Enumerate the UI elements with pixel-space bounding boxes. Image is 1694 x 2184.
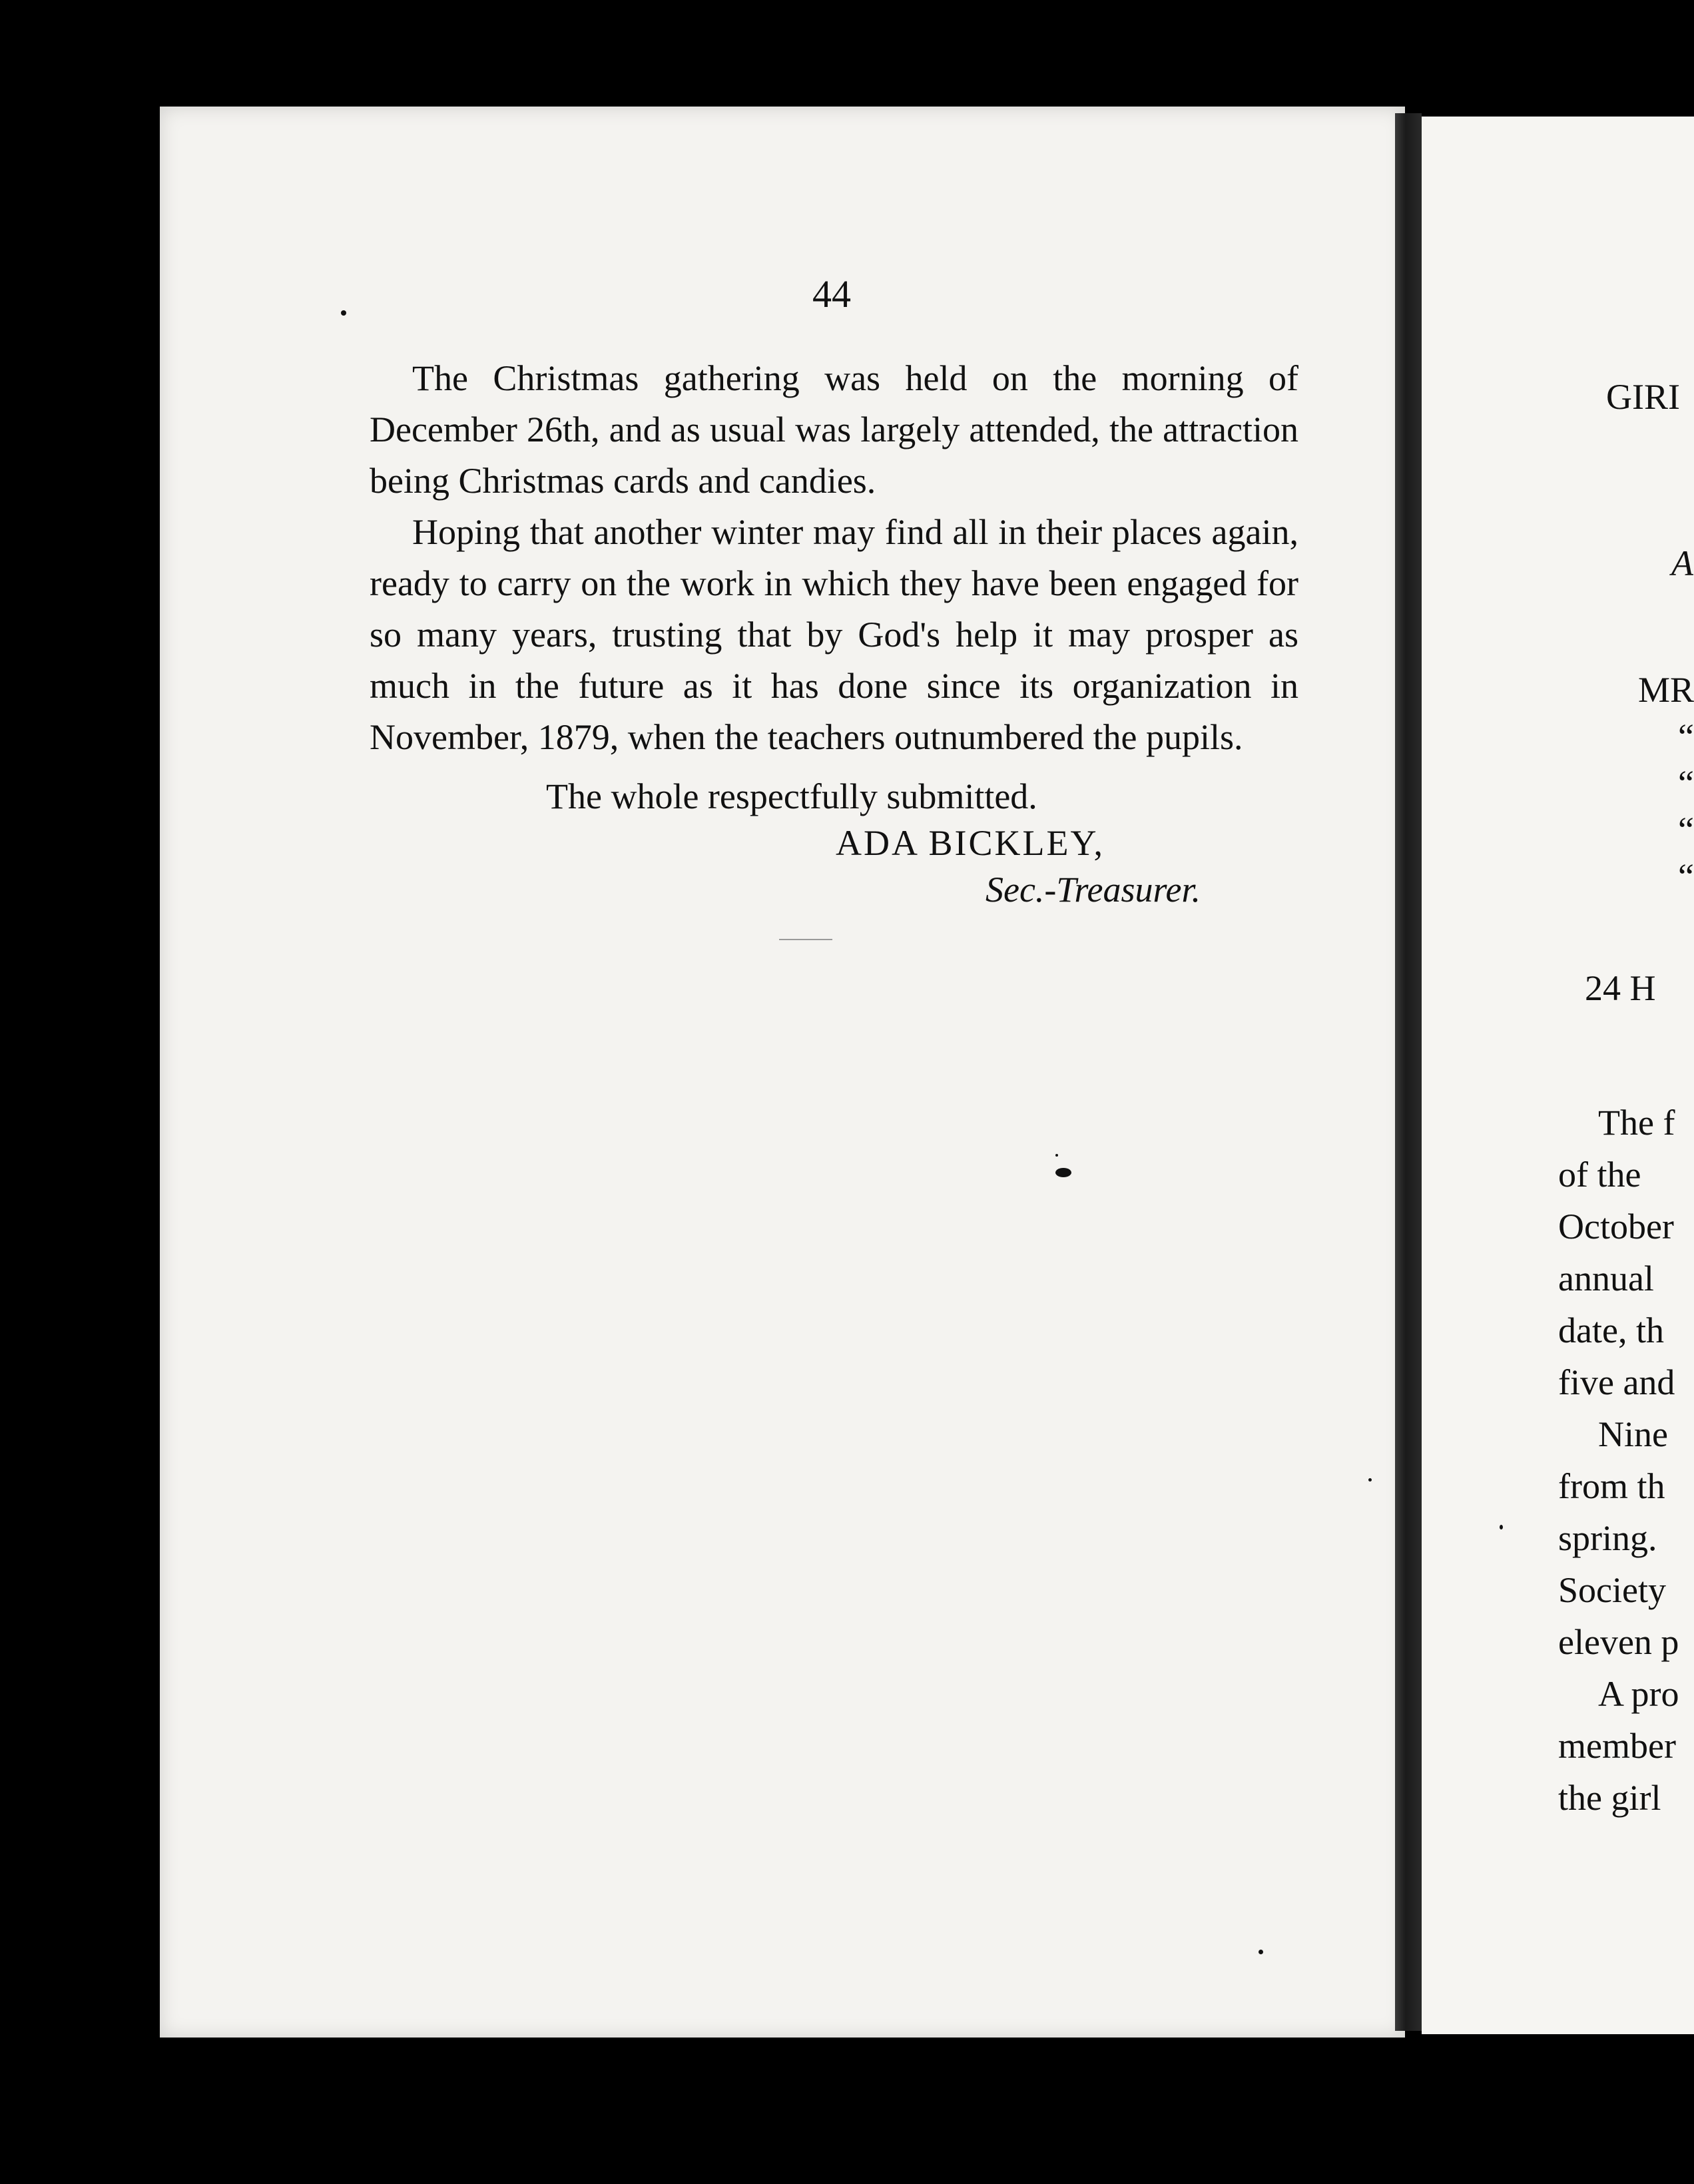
right-page-line: “ — [1678, 856, 1694, 896]
paragraph-christmas-gathering: The Christmas gathering was held on the morning of December 26th, and as usual was largely attended, the attraction being Christmas cards and candies. — [370, 358, 1298, 501]
right-page-line: Society — [1558, 1570, 1666, 1610]
right-page-line: “ — [1678, 716, 1694, 756]
ink-speck — [1368, 1478, 1372, 1482]
right-page-line: member — [1558, 1726, 1676, 1766]
right-page-line: eleven p — [1558, 1622, 1679, 1662]
ink-speck — [1055, 1154, 1058, 1157]
right-page-line: from th — [1558, 1466, 1665, 1506]
closing-line: The whole respectfully submitted. — [546, 776, 1037, 816]
right-page-line: “ — [1678, 763, 1694, 803]
right-page-line: of the — [1558, 1155, 1641, 1195]
ink-speck — [1055, 1168, 1071, 1177]
right-page-line: Nine — [1598, 1414, 1668, 1454]
right-page-line: annual — [1558, 1258, 1654, 1298]
right-page-line: five and — [1558, 1362, 1675, 1402]
right-page-line: October — [1558, 1207, 1674, 1246]
right-page-line: spring. — [1558, 1518, 1657, 1558]
signature-title: Sec.-Treasurer. — [986, 870, 1201, 910]
right-page-line: the girl — [1558, 1778, 1661, 1818]
right-page-line: A pro — [1598, 1674, 1679, 1714]
signature-rule — [779, 939, 832, 940]
right-page-line: 24 H — [1585, 968, 1656, 1008]
right-page-line: “ — [1678, 810, 1694, 850]
right-page-line: The f — [1598, 1103, 1675, 1143]
body-text — [370, 353, 1298, 763]
ink-speck — [1259, 1950, 1263, 1954]
ink-speck — [1500, 1525, 1503, 1529]
right-page-line: date, th — [1558, 1310, 1664, 1350]
book-gutter — [1395, 113, 1422, 2031]
page-number: 44 — [812, 272, 851, 316]
paragraph-closing-hopes: Hoping that another winter may find all in their places again, ready to carry on the work in which they have been engaged for so many years, trusting that by God's help it may prosper as much in the future as it has done since its organization in November, 1879, when the teachers outnumbered the pupils. — [370, 512, 1298, 757]
ink-speck — [341, 310, 346, 316]
right-page-line: GIRI — [1606, 377, 1680, 417]
signature-name: ADA BICKLEY, — [836, 823, 1105, 863]
right-page-line: MR — [1638, 670, 1694, 710]
right-page-line: A — [1671, 543, 1693, 583]
